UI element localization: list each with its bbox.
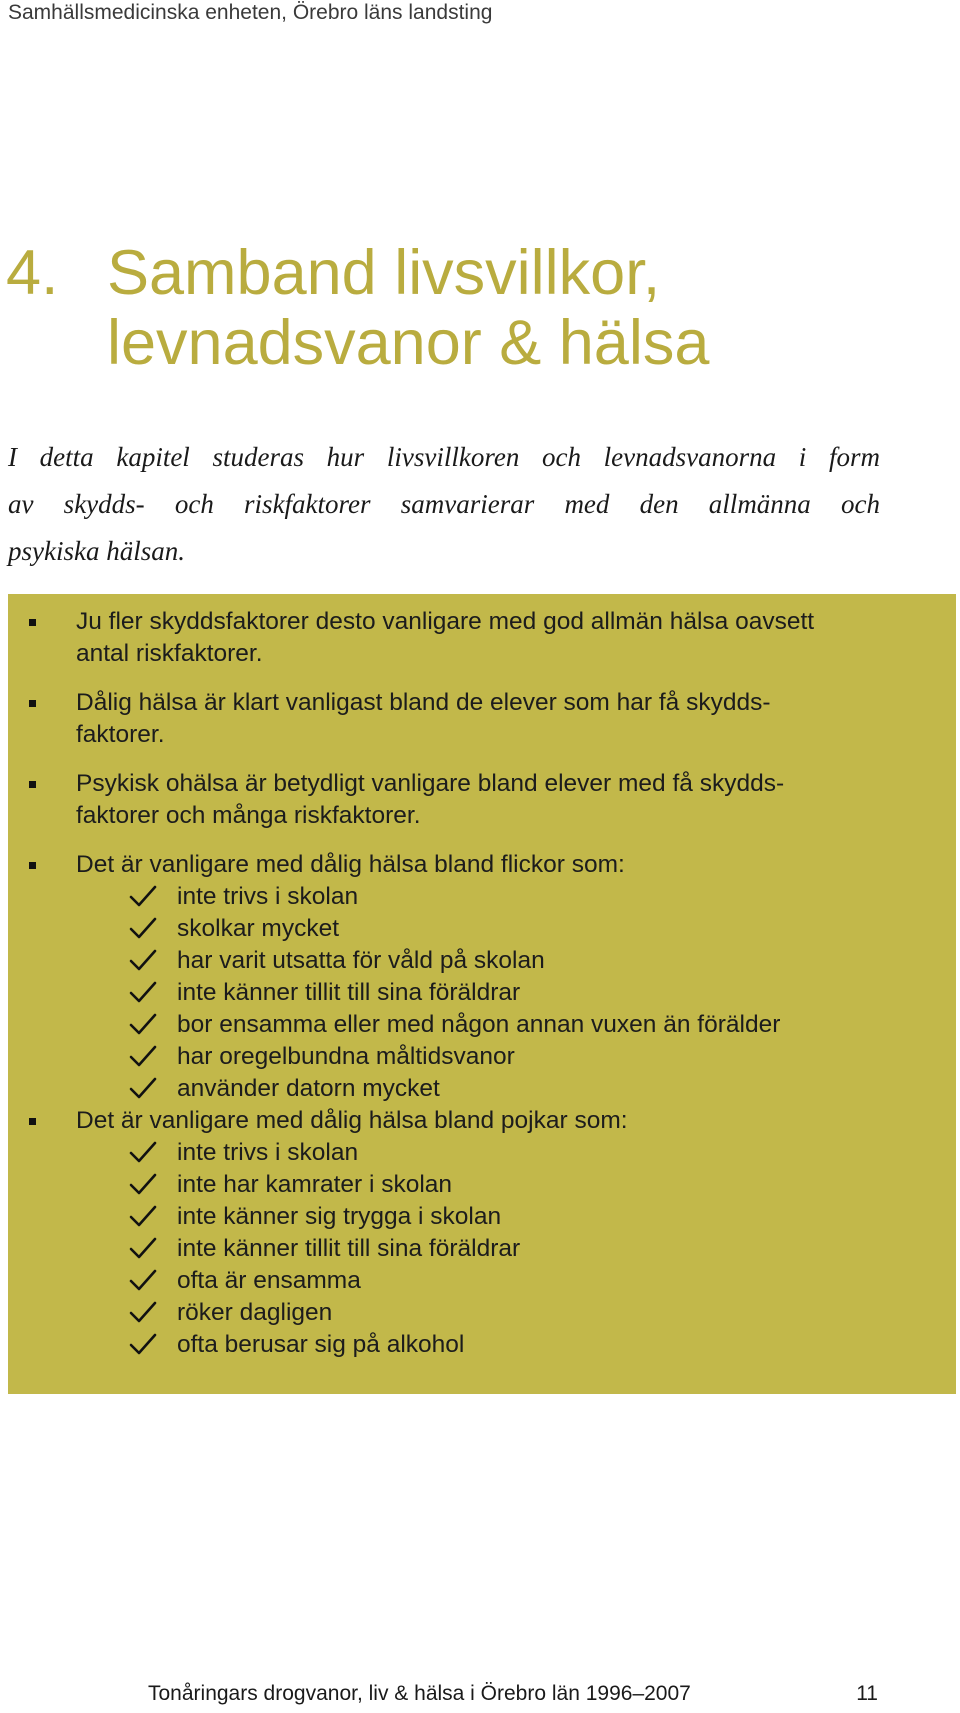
bullet-text (76, 606, 936, 670)
intro-line-3: psykiska hälsan. (8, 536, 185, 566)
checkmark-icon (129, 1045, 157, 1067)
check-list-item (8, 977, 956, 1009)
square-bullet-icon (29, 619, 36, 626)
check-item-text: inte känner tillit till sina föräldrar (177, 1235, 521, 1262)
check-item-text: inte känner tillit till sina föräldrar (177, 979, 521, 1006)
check-item-text: ofta är ensamma (177, 1267, 361, 1294)
check-item-text: har varit utsatta för våld på skolan (177, 947, 545, 974)
chapter-number: 4. (6, 238, 59, 308)
check-list-item (8, 945, 956, 977)
bullet-text: Det är vanligare med dålig hälsa bland flickor som: (76, 851, 625, 878)
square-bullet-icon (29, 862, 36, 869)
check-list-item (8, 1073, 956, 1105)
page-footer (148, 1680, 878, 1708)
running-header: Samhällsmedicinska enheten, Örebro läns landsting (8, 1, 493, 24)
check-list-item (8, 1137, 956, 1169)
summary-box (8, 594, 956, 1394)
intro-line-2: av skydds- och riskfaktorer samvarierar med den allmänna och (8, 489, 880, 519)
checkmark-icon (129, 981, 157, 1003)
chapter-intro (8, 434, 880, 575)
square-bullet-icon (29, 1118, 36, 1125)
checkmark-icon (129, 1269, 157, 1291)
checkmark-icon (129, 1237, 157, 1259)
check-list-item (8, 1297, 956, 1329)
check-item-text: röker dagligen (177, 1299, 333, 1326)
checkmark-icon (129, 949, 157, 971)
checkmark-icon (129, 885, 157, 907)
intro-line-1: I detta kapitel studeras hur livsvillkoren och levnadsvanorna i form (8, 442, 880, 472)
bullet-text-line: Psykisk ohälsa är betydligt vanligare bland elever med få skydds- (76, 770, 785, 797)
checkmark-icon (129, 1077, 157, 1099)
chapter-title-line-2: levnadsvanor & hälsa (107, 308, 710, 378)
bullet-text: Det är vanligare med dålig hälsa bland pojkar som: (76, 1107, 628, 1134)
check-list-item (8, 1041, 956, 1073)
checkmark-icon (129, 1141, 157, 1163)
bullet-text (76, 768, 936, 832)
check-item-text: har oregelbundna måltidsvanor (177, 1043, 515, 1070)
bullet-text-line: Dålig hälsa är klart vanligast bland de elever som har få skydds- (76, 689, 771, 716)
checkmark-icon (129, 917, 157, 939)
footer-publication-title: Tonåringars drogvanor, liv & hälsa i Örebro län 1996–2007 (148, 1682, 691, 1705)
checkmark-icon (129, 1333, 157, 1355)
check-list-item (8, 1265, 956, 1297)
chapter-title-line-1: Samband livsvillkor, (107, 238, 661, 308)
check-list-item (8, 1329, 956, 1361)
chapter-title (6, 238, 709, 378)
check-item-text: inte trivs i skolan (177, 883, 359, 910)
checkmark-icon (129, 1205, 157, 1227)
check-item-text: använder datorn mycket (177, 1075, 440, 1102)
check-item-text: inte har kamrater i skolan (177, 1171, 453, 1198)
check-list-item (8, 1201, 956, 1233)
square-bullet-icon (29, 700, 36, 707)
check-list-item (8, 881, 956, 913)
checkmark-icon (129, 1173, 157, 1195)
checkmark-icon (129, 1013, 157, 1035)
bullet-text-line: Ju fler skyddsfaktorer desto vanligare med god allmän hälsa oavsett (76, 608, 815, 635)
page-number: 11 (856, 1682, 878, 1705)
bullet-text-line: faktorer och många riskfaktorer. (76, 802, 421, 829)
check-list-item (8, 913, 956, 945)
check-list-item (8, 1009, 956, 1041)
check-item-text: bor ensamma eller med någon annan vuxen än förälder (177, 1011, 781, 1038)
check-item-text: inte trivs i skolan (177, 1139, 359, 1166)
check-list-item (8, 1233, 956, 1265)
checkmark-icon (129, 1301, 157, 1323)
check-item-text: skolkar mycket (177, 915, 340, 942)
check-item-text: ofta berusar sig på alkohol (177, 1331, 465, 1358)
bullet-text (76, 687, 936, 751)
square-bullet-icon (29, 781, 36, 788)
bullet-text-line: antal riskfaktorer. (76, 640, 263, 667)
check-item-text: inte känner sig trygga i skolan (177, 1203, 502, 1230)
bullet-text-line: faktorer. (76, 721, 165, 748)
check-list-item (8, 1169, 956, 1201)
